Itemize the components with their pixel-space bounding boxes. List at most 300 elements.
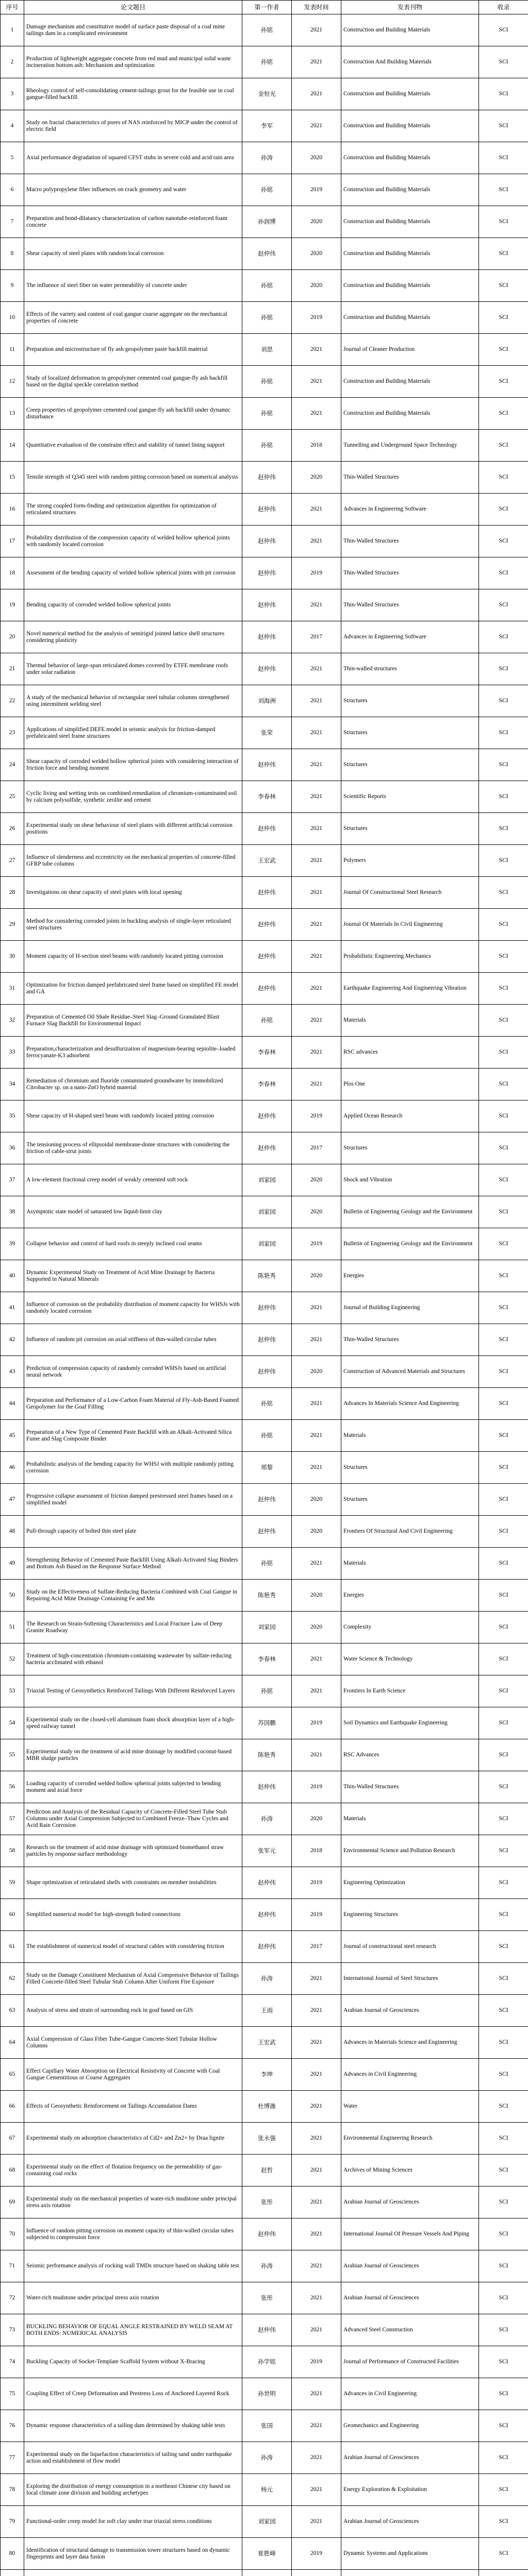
row-number: 65	[1, 2059, 24, 2091]
table-row	[1, 653, 528, 685]
first-author: 陈艳秀	[242, 1580, 292, 1612]
journal-name: Journal of Cleaner Production	[341, 334, 479, 366]
journal-name: Construction and Building Materials	[341, 142, 479, 174]
table-row	[1, 1835, 528, 1867]
index-badge: SCI	[479, 2250, 528, 2282]
first-author: 赵仲伟	[242, 1516, 292, 1548]
paper-title: Shear capacity of H-shaped steel beam with randomly located pitting corrosion	[24, 1100, 242, 1132]
index-badge: SCI	[479, 78, 528, 110]
journal-name: Engineering Structures	[341, 1899, 479, 1931]
paper-title: Optimization for friction damped prefabricated steel frame based on simplified FE model and GA	[24, 973, 242, 1005]
publish-year: 2021	[292, 1675, 341, 1707]
row-number: 74	[1, 2346, 24, 2378]
journal-name: Environmental Science and Pollution Research	[341, 1835, 479, 1867]
paper-title: Bending capacity of corroded welded hollow spherical joints	[24, 589, 242, 621]
publish-year: 2021	[292, 941, 341, 973]
first-author: 李春林	[242, 781, 292, 813]
index-badge: SCI	[479, 1548, 528, 1580]
journal-name: Polymers	[341, 845, 479, 877]
index-badge: SCI	[479, 1452, 528, 1484]
journal-name: Structures	[341, 1132, 479, 1164]
publish-year: 2021	[292, 14, 341, 46]
table-row	[1, 1292, 528, 1324]
row-number: 60	[1, 1899, 24, 1931]
index-badge: SCI	[479, 2282, 528, 2314]
table-row	[1, 366, 528, 398]
table-row	[1, 1037, 528, 1069]
index-badge: SCI	[479, 1771, 528, 1803]
paper-title: Quantitative evaluation of the constraint effect and stability of tunnel lining support	[24, 430, 242, 462]
journal-name: Energies	[341, 1580, 479, 1612]
publish-year: 2019	[292, 302, 341, 334]
paper-title: Exploring the distribution of energy consumption in a northeast Chinese city based on local climate zone division and building archetypes	[24, 2474, 242, 2506]
table-row	[1, 2442, 528, 2474]
table-row	[1, 206, 528, 238]
row-number: 79	[1, 2506, 24, 2538]
row-number: 33	[1, 1037, 24, 1069]
journal-name: Geomechanics and Engineering	[341, 2410, 479, 2442]
index-badge: SCI	[479, 1707, 528, 1739]
paper-title: Production of lightweight aggregate concrete from red mud and municipal solid waste incineration bottom ash: Mechanism and optimization	[24, 46, 242, 78]
table-row	[1, 2250, 528, 2282]
publish-year: 2017	[292, 1132, 341, 1164]
publish-year: 2021	[292, 749, 341, 781]
row-number: 32	[1, 1005, 24, 1037]
index-badge: SCI	[479, 110, 528, 142]
publish-year: 2021	[292, 2187, 341, 2218]
row-number: 38	[1, 1196, 24, 1228]
row-number: 48	[1, 1516, 24, 1548]
first-author: 赵仲伟	[242, 1132, 292, 1164]
publish-year: 2021	[292, 781, 341, 813]
index-badge: SCI	[479, 1388, 528, 1420]
table-row	[1, 1516, 528, 1548]
paper-title: Collapse behavior and control of hard roofs in steeply inclined coal seams	[24, 1228, 242, 1260]
journal-name: Applied Ocean Research	[341, 1100, 479, 1132]
table-row	[1, 1867, 528, 1899]
journal-name: Journal of Building Engineering	[341, 1292, 479, 1324]
index-badge: SCI	[479, 1675, 528, 1707]
paper-title: Analysis of stress and strain of surrounding rock in goaf based on GIS	[24, 1995, 242, 2027]
row-number: 41	[1, 1292, 24, 1324]
row-number: 69	[1, 2187, 24, 2218]
publish-year: 2021	[292, 1643, 341, 1675]
first-author: 孙铭	[242, 1420, 292, 1452]
table-body	[1, 14, 528, 2576]
paper-title: Preparation and Performance of a Low-Carbon Foam Material of Fly-Ash-Based Foamed Geopolymer for the Goaf Filling	[24, 1388, 242, 1420]
row-number: 68	[1, 2155, 24, 2187]
table-row	[1, 1995, 528, 2027]
journal-name: Arabian Journal of Geosciences	[341, 2250, 479, 2282]
table-row	[1, 142, 528, 174]
publish-year: 2019	[292, 174, 341, 206]
table-row	[1, 1771, 528, 1803]
index-badge: SCI	[479, 1516, 528, 1548]
table-row	[1, 1069, 528, 1100]
row-number: 76	[1, 2410, 24, 2442]
first-author: 赵仲伟	[242, 653, 292, 685]
paper-title: The strong coupled form-finding and optimization algorithm for optimization of reticulated structures	[24, 494, 242, 526]
table-row	[1, 1963, 528, 1995]
publish-year: 2020	[292, 1516, 341, 1548]
journal-name: Arabian Journal of Geosciences	[341, 2506, 479, 2538]
row-number: 28	[1, 877, 24, 909]
first-author: 赵仲伟	[242, 238, 292, 270]
row-number: 64	[1, 2027, 24, 2059]
table-row	[1, 2187, 528, 2218]
journal-name: Arabian Journal of Geosciences	[341, 2187, 479, 2218]
publish-year: 2021	[292, 2218, 341, 2250]
table-row	[1, 2346, 528, 2378]
paper-title: Influence of slenderness and eccentricity on the mechanical properties of concrete-filled GFRP tube columns	[24, 845, 242, 877]
publish-year: 2021	[292, 494, 341, 526]
first-author: 孙铭	[242, 430, 292, 462]
paper-title: Triaxial Testing of Geosynthetics Reinforced Tailings With Different Reinforced Layers	[24, 1675, 242, 1707]
first-author: 张永强	[242, 2123, 292, 2155]
publish-year: 2021	[292, 845, 341, 877]
index-badge: SCI	[479, 1963, 528, 1995]
index-badge: SCI	[479, 1995, 528, 2027]
table-row	[1, 589, 528, 621]
table-row	[1, 2378, 528, 2410]
index-badge: SCI	[479, 142, 528, 174]
publish-year: 2020	[292, 142, 341, 174]
journal-name: Journal of Performance of Constructed Facilities	[341, 2346, 479, 2378]
paper-title: Axial performance degradation of squared CFST stubs in severe cold and acid rain area	[24, 142, 242, 174]
first-author: 刘家园	[242, 2506, 292, 2538]
journal-name: Thin-Walled Structures	[341, 557, 479, 589]
paper-title: Progressive collapse assessment of friction damped prestressed steel frames based on a simplified model	[24, 1484, 242, 1516]
index-badge: SCI	[479, 430, 528, 462]
paper-title	[24, 2570, 242, 2576]
first-author: 赵仲伟	[242, 462, 292, 494]
table-row	[1, 1548, 528, 1580]
index-badge: SCI	[479, 334, 528, 366]
publish-year: 2021	[292, 110, 341, 142]
journal-name: Journal Of Constructional Steel Research	[341, 877, 479, 909]
publish-year: 2018	[292, 430, 341, 462]
publish-year: 2020	[292, 1260, 341, 1292]
index-badge: SCI	[479, 462, 528, 494]
first-author: 赵仲伟	[242, 494, 292, 526]
paper-title: Influence of random pit corrosion on axial stiffness of thin-walled circular tubes	[24, 1324, 242, 1356]
table-row	[1, 1420, 528, 1452]
journal-name: Construction and Building Materials	[341, 110, 479, 142]
first-author: 李春林	[242, 1069, 292, 1100]
index-badge: SCI	[479, 1867, 528, 1899]
row-number: 71	[1, 2250, 24, 2282]
table-row	[1, 1643, 528, 1675]
row-number: 63	[1, 1995, 24, 2027]
index-badge: SCI	[479, 1643, 528, 1675]
index-badge: SCI	[479, 1612, 528, 1643]
journal-name: Engineering Optimization	[341, 1867, 479, 1899]
publish-year: 2020	[292, 1803, 341, 1835]
paper-title: The establishment of numerical model of structural cables with considering friction	[24, 1931, 242, 1963]
table-row	[1, 238, 528, 270]
publish-year: 2021	[292, 813, 341, 845]
publish-year: 2021	[292, 909, 341, 941]
publish-year: 2021	[292, 334, 341, 366]
paper-title: Buckling Capacity of Socket-Template Scaffold System without X-Bracing	[24, 2346, 242, 2378]
paper-title: Seismic performance analysis of rocking wall TMDs structure based on shaking table test	[24, 2250, 242, 2282]
journal-name: Frontiers In Earth Science	[341, 1675, 479, 1707]
publish-year: 2021	[292, 2410, 341, 2442]
table-row	[1, 941, 528, 973]
paper-title: Study of localized deformation in geopolymer cemented coal gangue-fly ash backfill based on the digital speckle correlation method	[24, 366, 242, 398]
index-badge: SCI	[479, 174, 528, 206]
row-number: 4	[1, 110, 24, 142]
paper-title: A study of the mechanical behavior of rectangular steel tubular columns strengthened using intermittent welding steel	[24, 685, 242, 717]
first-author: 孙世明	[242, 2378, 292, 2410]
index-badge: SCI	[479, 749, 528, 781]
paper-title: Dynamic response characteristics of a tailing dam determined by shaking table tests	[24, 2410, 242, 2442]
publish-year: 2021	[292, 2314, 341, 2346]
table-row	[1, 1675, 528, 1707]
journal-name: Bulletin of Engineering Geology and the Environment	[341, 1228, 479, 1260]
paper-title: Functional-order creep model for soft clay under true triaxial stress conditions	[24, 2506, 242, 2538]
first-author: 赵仲伟	[242, 1100, 292, 1132]
row-number: 53	[1, 1675, 24, 1707]
journal-name: Advances in Civil Engineering	[341, 2059, 479, 2091]
first-author: 苏国鹏	[242, 1707, 292, 1739]
paper-title: BUCKLING BEHAVIOR OF EQUAL ANGLE RESTRAINED BY WELD SEAM AT BOTH ENDS: NUMERICAL ANALYSIS	[24, 2314, 242, 2346]
paper-title: Influence of random pitting corrosion on moment capacity of thin-walled circular tubes subjected to compression force	[24, 2218, 242, 2250]
paper-title: Identification of structural damage to transmission tower structures based on dynamic fingerprints and layer data fusion	[24, 2538, 242, 2570]
journal-name: Archives of Mining Sciences	[341, 2155, 479, 2187]
paper-title: Effect Capillary Water Absorption on Electrical Resistivity of Concrete with Coal Gangue Cementitious or Coarse Aggregates	[24, 2059, 242, 2091]
first-author: 赵仲伟	[242, 1484, 292, 1516]
first-author: 孙铭	[242, 14, 292, 46]
journal-name: Construction and Building Materials	[341, 270, 479, 302]
table-row	[1, 46, 528, 78]
first-author: 孙涛	[242, 2250, 292, 2282]
row-number: 57	[1, 1803, 24, 1835]
paper-title: Study on the Effectiveness of Sulfate-Reducing Bacteria Combined with Coal Gangue in Repairing Acid Mine Drainage Containing Fe and Mn	[24, 1580, 242, 1612]
paper-title: Experimental study on the closed-cell aluminum foam shock absorption layer of a high-speed railway tunnel	[24, 1707, 242, 1739]
publish-year: 2021	[292, 717, 341, 749]
table-row	[1, 685, 528, 717]
publish-year: 2019	[292, 1899, 341, 1931]
index-badge: SCI	[479, 909, 528, 941]
first-author: 孙铭	[242, 270, 292, 302]
paper-title: Moment capacity of H-section steel beams with randomly located pitting corrosion	[24, 941, 242, 973]
publish-year: 2020	[292, 1580, 341, 1612]
paper-title: Macro polypropylene fiber influences on crack geometry and water	[24, 174, 242, 206]
table-row	[1, 1100, 528, 1132]
first-author: 赵仲伟	[242, 1771, 292, 1803]
paper-title: Preparation and microstructure of fly ash geopolymer paste backfill material	[24, 334, 242, 366]
index-badge: SCI	[479, 2123, 528, 2155]
paper-title: Pull-through capacity of bolted thin steel plate	[24, 1516, 242, 1548]
publish-year: 2021	[292, 1037, 341, 1069]
table-row	[1, 1356, 528, 1388]
publish-year: 2021	[292, 685, 341, 717]
index-badge: SCI	[479, 238, 528, 270]
table-row	[1, 1803, 528, 1835]
row-number: 11	[1, 334, 24, 366]
table-row	[1, 1388, 528, 1420]
journal-name: Construction and Building Materials	[341, 398, 479, 430]
row-number: 44	[1, 1388, 24, 1420]
paper-title: Probability distribution of the compression capacity of welded hollow spherical joints with randomly located corrosion	[24, 526, 242, 557]
row-number: 20	[1, 621, 24, 653]
table-row	[1, 1132, 528, 1164]
row-number: 24	[1, 749, 24, 781]
journal-name: Thin-walled structures	[341, 653, 479, 685]
row-number: 36	[1, 1132, 24, 1164]
table-row	[1, 1931, 528, 1963]
first-author: 孙铭	[242, 46, 292, 78]
row-number: 47	[1, 1484, 24, 1516]
index-badge: SCI	[479, 2346, 528, 2378]
table-row	[1, 2474, 528, 2506]
index-badge: SCI	[479, 2155, 528, 2187]
journal-name: Advances in Engineering Software	[341, 494, 479, 526]
first-author: 王宏武	[242, 2027, 292, 2059]
table-row	[1, 2155, 528, 2187]
header-title: 论文题目	[24, 1, 242, 14]
index-badge: SCI	[479, 366, 528, 398]
publish-year: 2020	[292, 1612, 341, 1643]
first-author: 孙铭	[242, 366, 292, 398]
first-author: 孙铭	[242, 1548, 292, 1580]
paper-title: Preparation of Cemented Oil Shale Residue–Steel Slag–Ground Granulated Blast Furnace Slag Backfill for Environmental Impact	[24, 1005, 242, 1037]
paper-title: Effects of the variety and content of coal gangue coarse aggregate on the mechanical properties of concrete	[24, 302, 242, 334]
journal-name: Scientific Reports	[341, 781, 479, 813]
row-number: 59	[1, 1867, 24, 1899]
table-row	[1, 1484, 528, 1516]
publish-year: 2021	[292, 526, 341, 557]
publish-year: 2021	[292, 1005, 341, 1037]
publish-year: 2021	[292, 1739, 341, 1771]
journal-name: Construction and Building Materials	[341, 14, 479, 46]
index-badge: SCI	[479, 1931, 528, 1963]
journal-name: Dynamic Systems and Applications	[341, 2538, 479, 2570]
publish-year: 2021	[292, 877, 341, 909]
table-row	[1, 877, 528, 909]
table-row	[1, 2570, 528, 2576]
paper-title: Rheology control of self-consolidating cement-tailings grout for the feasible use in coal gangue-filled backfill	[24, 78, 242, 110]
publish-year: 2021	[292, 589, 341, 621]
header-first-author: 第一作者	[242, 1, 292, 14]
publish-year: 2021	[292, 1069, 341, 1100]
publish-year: 2021	[292, 2474, 341, 2506]
publish-year: 2021	[292, 46, 341, 78]
index-badge: SCI	[479, 813, 528, 845]
row-number: 30	[1, 941, 24, 973]
publish-year: 2021	[292, 2378, 341, 2410]
first-author: 张彤	[242, 2187, 292, 2218]
publish-year: 2021	[292, 78, 341, 110]
table-row	[1, 2123, 528, 2155]
index-badge: SCI	[479, 2410, 528, 2442]
header-index: 收录	[479, 1, 528, 14]
table-row	[1, 334, 528, 366]
table-row	[1, 2410, 528, 2442]
table-row	[1, 110, 528, 142]
journal-name: RSC advances	[341, 1037, 479, 1069]
first-author: 赵仲伟	[242, 621, 292, 653]
first-author: 李春林	[242, 1037, 292, 1069]
paper-title: Damage mechanism and constitutive model of surface paste disposal of a coal mine tailings dam in a complicated environment	[24, 14, 242, 46]
publish-year: 2021	[292, 2282, 341, 2314]
publish-year: 2021	[292, 653, 341, 685]
paper-title: Cyclic living and wetting tests on combined remediation of chromium-contaminated soil by calcium polysulfide, synthetic zeolite and cement	[24, 781, 242, 813]
first-author: 王宏武	[242, 845, 292, 877]
row-number: 10	[1, 302, 24, 334]
paper-title: Axial Compression of Glass Fiber Tube-Gangue Concrete-Steel Tubular Hollow Columns	[24, 2027, 242, 2059]
index-badge: SCI	[479, 1164, 528, 1196]
index-badge: SCI	[479, 1420, 528, 1452]
publish-year: 2020	[292, 1356, 341, 1388]
table-row	[1, 2314, 528, 2346]
publish-year: 2021	[292, 2506, 341, 2538]
publish-year: 2020	[292, 238, 341, 270]
index-badge: SCI	[479, 526, 528, 557]
index-badge: SCI	[479, 2314, 528, 2346]
table-row	[1, 717, 528, 749]
publish-year: 2021	[292, 1420, 341, 1452]
row-number: 7	[1, 206, 24, 238]
publish-year: 2021	[292, 1548, 341, 1580]
journal-name: Shock and Vibration	[341, 1164, 479, 1196]
row-number: 75	[1, 2378, 24, 2410]
index-badge: SCI	[479, 653, 528, 685]
publish-year	[292, 2570, 341, 2576]
paper-title: Influence of corrosion on the probability distribution of moment capacity for WHSJs with randomly located corrosion	[24, 1292, 242, 1324]
table-row	[1, 1196, 528, 1228]
first-author: 孙涛	[242, 1803, 292, 1835]
index-badge: SCI	[479, 589, 528, 621]
journal-name: Structures	[341, 685, 479, 717]
publish-year: 2019	[292, 1100, 341, 1132]
first-author: 孙涛	[242, 1963, 292, 1995]
index-badge: SCI	[479, 2538, 528, 2570]
publish-year: 2020	[292, 206, 341, 238]
row-number: 40	[1, 1260, 24, 1292]
header-no: 序号	[1, 1, 24, 14]
paper-title: Prediction of compression capacity of randomly corroded WHSJs based on artificial neural network	[24, 1356, 242, 1388]
index-badge: SCI	[479, 1228, 528, 1260]
paper-title: Probabilistic analysis of the bending capacity for WHSJ with multiple randomly pitting corrosion	[24, 1452, 242, 1484]
first-author: 赵仲伟	[242, 526, 292, 557]
paper-title: Preparation of a New Type of Cemented Paste Backfill with an Alkali-Activated Silica Fume and Slag Composite Binder	[24, 1420, 242, 1452]
publish-year: 2021	[292, 398, 341, 430]
table-row	[1, 845, 528, 877]
table-row	[1, 1899, 528, 1931]
publish-year: 2019	[292, 2346, 341, 2378]
index-badge: SCI	[479, 494, 528, 526]
index-badge: SCI	[479, 1835, 528, 1867]
journal-name: Construction And Building Materials	[341, 46, 479, 78]
publish-year: 2021	[292, 2059, 341, 2091]
journal-name: Energies	[341, 1260, 479, 1292]
first-author: 崔胜峰	[242, 2538, 292, 2570]
first-author: 赵哲	[242, 2155, 292, 2187]
index-badge: SCI	[479, 845, 528, 877]
first-author: 邢黎	[242, 1452, 292, 1484]
first-author: 杨元	[242, 2474, 292, 2506]
row-number: 16	[1, 494, 24, 526]
first-author: 赵仲伟	[242, 2218, 292, 2250]
journal-name: Construction and Building Materials	[341, 366, 479, 398]
first-author: 赵仲伟	[242, 813, 292, 845]
first-author: 赵仲伟	[242, 1899, 292, 1931]
publish-year: 2021	[292, 1324, 341, 1356]
first-author: 孙学铭	[242, 2346, 292, 2378]
row-number: 51	[1, 1612, 24, 1643]
